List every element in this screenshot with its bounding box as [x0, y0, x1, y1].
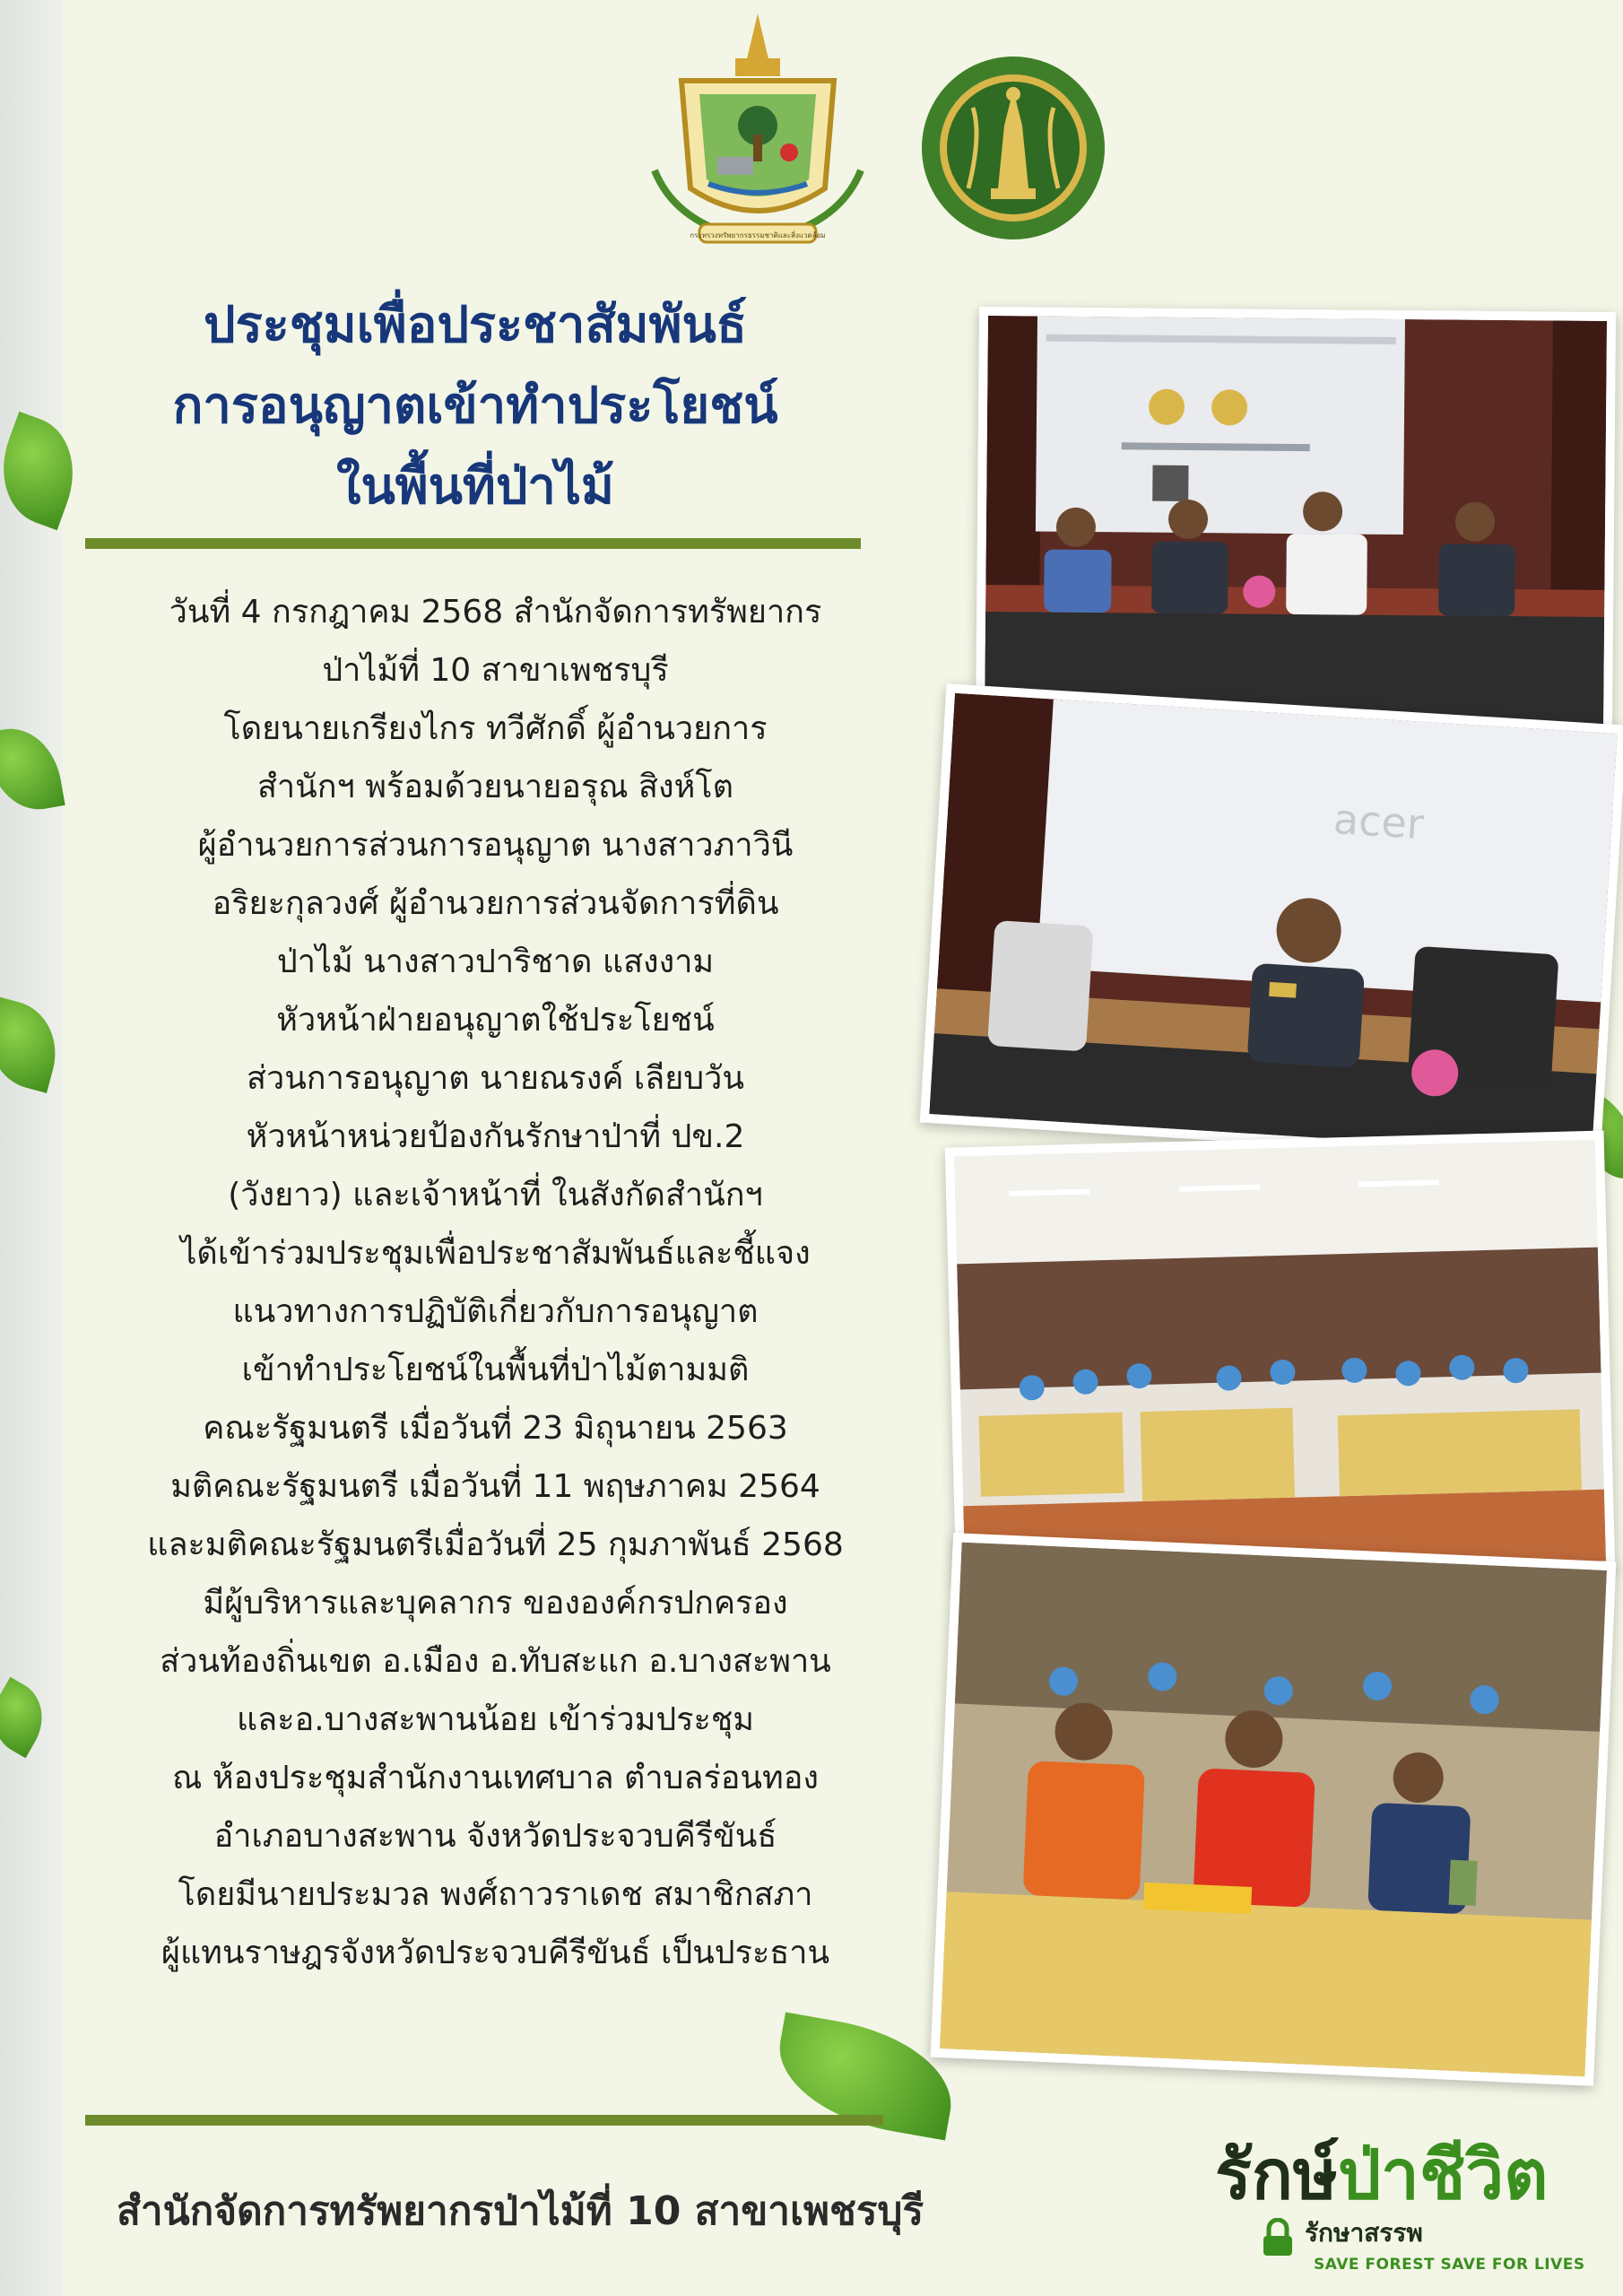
body-line: อำเภอบางสะพาน จังหวัดประจวบคีรีขันธ์	[213, 1818, 777, 1855]
body-line: ส่วนการอนุญาต นายณรงค์ เลียบวัน	[247, 1060, 744, 1097]
body-line: ป่าไม้ นางสาวปาริชาด แสงงาม	[276, 944, 715, 980]
title-line-3: ในพื้นที่ป่าไม้	[336, 457, 614, 516]
brand-main-text	[1215, 2121, 1548, 2229]
title-line-1: ประชุมเพื่อประชาสัมพันธ์	[204, 296, 747, 354]
body-line: มีผู้บริหารและบุคลากร ขององค์กรปกครอง	[203, 1585, 788, 1622]
body-line: และมติคณะรัฐมนตรีเมื่อวันที่ 25 กุมภาพันธ์ 2568	[147, 1526, 844, 1563]
meeting-head-table-photo	[985, 316, 1607, 729]
body-line: คณะรัฐมนตรี เมื่อวันที่ 23 มิถุนายน 2563	[203, 1410, 788, 1447]
footer-divider	[85, 2115, 883, 2126]
participants-photo	[940, 1543, 1607, 2077]
brand-main-part-3: ชีวิต	[1419, 2135, 1549, 2214]
body-line: หัวหน้าฝ่ายอนุญาตใช้ประโยชน์	[276, 1002, 715, 1039]
body-line: แนวทางการปฏิบัติเกี่ยวกับการอนุญาต	[232, 1293, 759, 1330]
brand-sub-text: รักษาสรรพ	[1305, 2218, 1423, 2248]
body-line: หัวหน้าหน่วยป้องกันรักษาป่าที่ ปข.2	[246, 1118, 745, 1155]
body-line: โดยมีนายประมวล พงศ์ถาวราเดช สมาชิกสภา	[178, 1876, 813, 1913]
body-line: มติคณะรัฐมนตรี เมื่อวันที่ 11 พฤษภาคม 2564	[170, 1468, 820, 1505]
meeting-photo-2	[920, 683, 1623, 1163]
title-line-2: การอนุญาตเข้าทำประโยชน์	[172, 377, 778, 435]
lock-icon	[1260, 2218, 1296, 2257]
projector-brand-text: acer	[1332, 794, 1426, 848]
audience-tables-photo	[954, 1140, 1606, 1578]
ministry-seal-caption: กระทรวงทรัพยากรธรรมชาติและสิ่งแวดล้อม	[690, 231, 826, 239]
body-line: โดยนายเกรียงไกร ทวีศักดิ์ ผู้อำนวยการ	[223, 710, 768, 747]
article-body	[85, 583, 906, 1982]
body-line: ผู้อำนวยการส่วนการอนุญาต นางสาวภาวินี	[197, 827, 794, 864]
meeting-photo-3	[945, 1130, 1616, 1587]
brand-main-part-1: รักษ์	[1215, 2135, 1338, 2214]
body-line: และอ.บางสะพานน้อย เข้าร่วมประชุม	[236, 1701, 755, 1738]
brand-tagline-en: SAVE FOREST SAVE FOR LIVES	[1314, 2256, 1585, 2274]
royal-forest-department-seal-icon	[919, 54, 1107, 242]
body-line: วันที่ 4 กรกฎาคม 2568 สำนักจัดการทรัพยากร	[169, 594, 822, 631]
brand-main-part-2: ป่า	[1337, 2135, 1419, 2214]
save-forest-brand-logo	[1215, 2121, 1601, 2292]
left-decor-band	[0, 0, 63, 2296]
presenter-photo	[929, 693, 1617, 1154]
body-line: ป่าไม้ที่ 10 สาขาเพชรบุรี	[322, 652, 669, 689]
body-line: (วังยาว) และเจ้าหน้าที่ ในสังกัดสำนักฯ	[228, 1177, 763, 1213]
body-line: เข้าทำประโยชน์ในพื้นที่ป่าไม้ตามมติ	[241, 1352, 750, 1388]
title-underline-divider	[85, 538, 861, 549]
body-line: ณ ห้องประชุมสำนักงานเทศบาล ตำบลร่อนทอง	[172, 1760, 819, 1796]
body-line: ผู้แทนราษฎรจังหวัดประจวบคีรีขันธ์ เป็นประธาน	[161, 1935, 830, 1971]
ministry-seal-icon	[646, 9, 870, 256]
logos-header	[646, 9, 1112, 260]
meeting-photo-4	[931, 1533, 1617, 2086]
body-line: ได้เข้าร่วมประชุมเพื่อประชาสัมพันธ์และชี้แจง	[180, 1235, 811, 1272]
body-line: ส่วนท้องถิ่นเขต อ.เมือง อ.ทับสะแก อ.บางสะพาน	[160, 1643, 831, 1680]
footer-org-name: สำนักจัดการทรัพยากรป่าไม้ที่ 10 สาขาเพชรบุรี	[117, 2188, 924, 2234]
body-line: อริยะกุลวงศ์ ผู้อำนวยการส่วนจัดการที่ดิน	[212, 885, 779, 922]
body-line: สำนักฯ พร้อมด้วยนายอรุณ สิงห์โต	[256, 769, 734, 805]
meeting-photo-1	[976, 307, 1616, 738]
page-title	[85, 285, 865, 527]
